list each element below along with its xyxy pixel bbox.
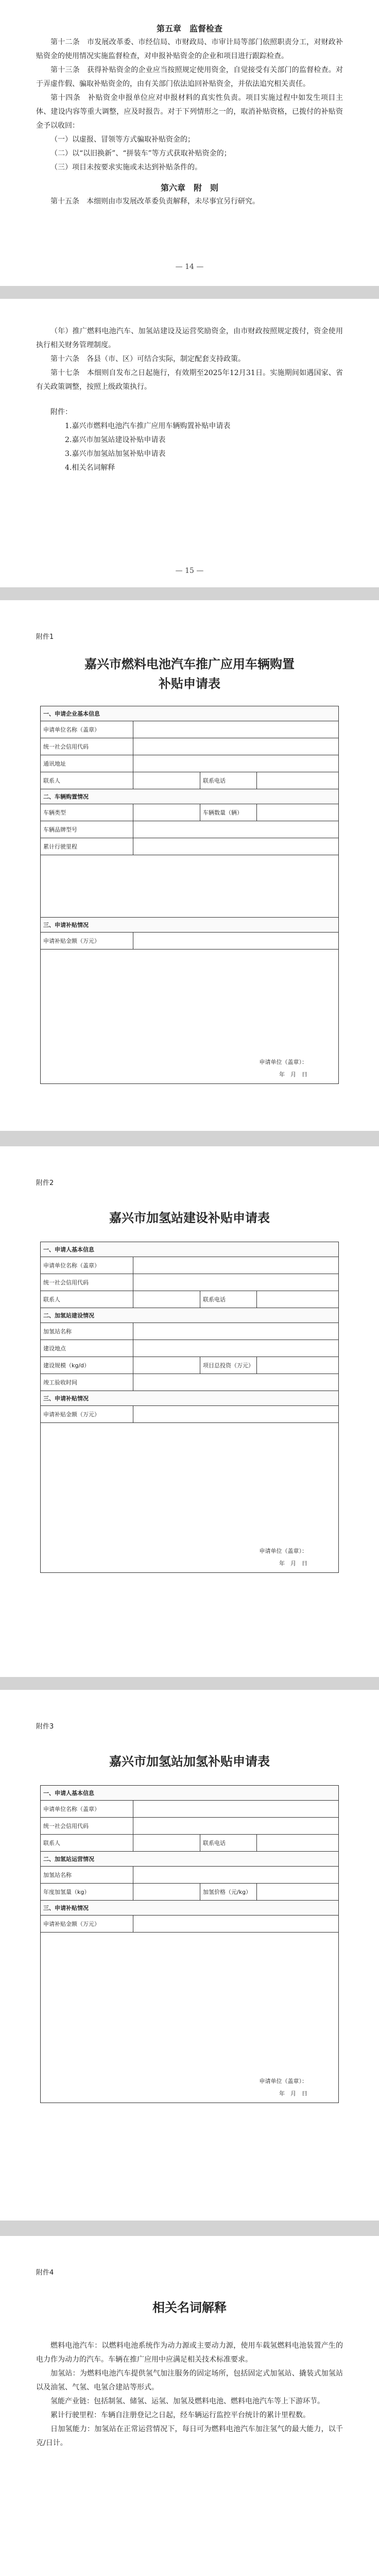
field-label: 通讯地址 — [41, 755, 133, 772]
field-label: 联系人 — [41, 1835, 133, 1851]
form-section: 二、加氢站运营情况 — [41, 1852, 338, 1866]
form-title: 嘉兴市燃料电池汽车推广应用车辆购置补贴申请表 — [84, 656, 295, 691]
field-value[interactable] — [133, 1357, 200, 1374]
field-label: 统一社会信用代码 — [41, 1274, 133, 1291]
date-label: 年 月 日 — [279, 2090, 307, 2097]
field-label: 车辆数量（辆） — [200, 804, 257, 821]
field-label: 建设地点 — [41, 1340, 133, 1357]
form-section: 一、申请企业基本信息 — [41, 706, 338, 721]
field-value[interactable] — [133, 804, 200, 821]
field-value[interactable] — [257, 772, 338, 789]
form-section: 二、加氢站建设情况 — [41, 1308, 338, 1323]
attachment-item: 4.相关名词解释 — [65, 464, 115, 472]
field-label: 累计行驶里程 — [41, 838, 133, 855]
field-label: 项目总投资（万元） — [200, 1357, 257, 1374]
field-value[interactable] — [133, 1801, 338, 1817]
seal-label: 申请单位（盖章）： — [259, 2078, 307, 2084]
document-page-4 — [0, 1146, 379, 1677]
field-value[interactable] — [133, 1340, 338, 1357]
form-section: 二、车辆购置情况 — [41, 789, 338, 804]
paragraph: 第十六条 各县（市、区）可结合实际，制定配套支持政策。 — [50, 355, 245, 363]
attachment-item: 2.嘉兴市加氢站建设补贴申请表 — [65, 436, 166, 444]
annex-label: 附件4 — [36, 2269, 54, 2277]
subsidy-form — [40, 706, 339, 1084]
page-number: — 14 — — [175, 263, 204, 271]
definition: 加氢站：为燃料电池汽车提供氢气加注服务的固定场所，包括固定式加氢站、撬装式加氢站以及油氢、气氢、电氢合建站等形式。 — [36, 2369, 343, 2392]
paragraph: （一）以虚报、冒领等方式骗取补贴资金的； — [50, 135, 195, 144]
attachment-item: 3.嘉兴市加氢站加氢补贴申请表 — [65, 450, 166, 458]
field-value[interactable] — [133, 1835, 200, 1851]
annex-title: 相关名词解释 — [152, 2300, 227, 2315]
definitions-body — [36, 2339, 343, 2450]
seal-label: 申请单位（盖章）： — [259, 1548, 307, 1554]
annex-label: 附件1 — [36, 633, 54, 641]
form-section: 三、申请补贴情况 — [41, 1391, 338, 1405]
field-value[interactable] — [133, 755, 338, 772]
field-label: 申请单位名称（盖章） — [41, 1801, 133, 1817]
annex-label: 附件2 — [36, 1179, 54, 1187]
form-title: 嘉兴市加氢站建设补贴申请表 — [109, 1210, 270, 1225]
attachments-label: 附件： — [50, 408, 72, 416]
paragraph: （二）以“以旧换新”、“拼装车”等方式获取补贴资金的； — [50, 149, 231, 158]
definition: 累计行驶里程：车辆自注册登记之日起，经车辆运行监控平台统计的累计里程数。 — [50, 2411, 310, 2419]
field-label: 统一社会信用代码 — [41, 738, 133, 755]
field-value[interactable] — [257, 1835, 338, 1851]
document-page-1 — [0, 0, 379, 286]
definition: 日加氢能力：加氢站在正常运营情况下，每日可为燃料电池汽车加注氢气的最大能力，以千克/日计。 — [36, 2425, 343, 2447]
form-title: 嘉兴市加氢站加氢补贴申请表 — [109, 1754, 270, 1769]
paragraph: 第十五条 本细则由市发展改革委负责解释，未尽事宜另行研究。 — [50, 197, 260, 206]
field-value[interactable] — [257, 1884, 338, 1900]
field-value[interactable] — [133, 1274, 338, 1291]
document-page-5 — [0, 1690, 379, 2221]
field-value[interactable] — [133, 1374, 338, 1391]
field-value[interactable] — [133, 1323, 338, 1340]
field-value[interactable] — [257, 1291, 338, 1308]
page2-body — [36, 325, 343, 475]
field-value[interactable] — [133, 772, 200, 789]
field-label: 年度加氢量（kg） — [41, 1884, 133, 1900]
paragraph: （三）项目未按要求实施或未达到补贴条件的。 — [50, 163, 202, 172]
document-page-3 — [0, 600, 379, 1131]
paragraph: 第十三条 获得补贴资金的企业应当按照规定使用资金，自觉接受有关部门的监督检查。对于弄虚作假、骗取补贴资金的，由有关部门依法追回补贴资金，并依法追究相关责任。 — [36, 66, 343, 88]
field-label: 加氢站名称 — [41, 1323, 133, 1340]
field-label: 申请补贴金额（万元） — [41, 1406, 133, 1422]
paragraph: 第十七条 本细则自发布之日起施行，有效期至2025年12月31日。实施期间如遇国家、省有关政策调整，按照上级政策执行。 — [36, 369, 343, 391]
field-value[interactable] — [257, 1357, 338, 1374]
definition: 燃料电池汽车：以燃料电池系统作为动力源或主要动力源，使用车载氢燃料电池装置产生的电力作为动力的汽车。车辆在推广应用中应满足相关技术标准要求。 — [36, 2342, 343, 2364]
date-label: 年 月 日 — [279, 1071, 307, 1078]
chapter-heading: 第五章 监督检查 — [156, 24, 222, 33]
field-value[interactable] — [257, 804, 338, 821]
date-label: 年 月 日 — [279, 1560, 307, 1567]
blank-area[interactable] — [41, 855, 338, 917]
field-label: 联系电话 — [200, 1835, 257, 1851]
field-label: 加氢价格（元/kg） — [200, 1884, 257, 1900]
field-value[interactable] — [133, 1257, 338, 1274]
signature-area — [41, 1423, 338, 1572]
paragraph: （年）推广燃料电池汽车、加氢站建设及运营奖励资金，由市财政按照规定拨付，资金使用执行相关财务管理制度。 — [36, 327, 343, 349]
form-section: 三、申请补贴情况 — [41, 918, 338, 932]
field-label: 竣工验收时间 — [41, 1374, 133, 1391]
field-value[interactable] — [133, 1291, 200, 1308]
page-number: — 15 — — [175, 567, 204, 575]
construction-subsidy-form — [40, 1242, 339, 1573]
field-value[interactable] — [133, 738, 338, 755]
refuel-subsidy-form — [40, 1785, 339, 2103]
field-value[interactable] — [133, 838, 338, 855]
field-value[interactable] — [133, 1406, 338, 1422]
field-label: 车辆类型 — [41, 804, 133, 821]
field-value[interactable] — [133, 1916, 338, 1932]
field-label: 加氢站名称 — [41, 1867, 133, 1883]
field-label: 车辆品牌型号 — [41, 821, 133, 838]
field-label: 联系电话 — [200, 772, 257, 789]
field-value[interactable] — [133, 933, 338, 949]
field-value[interactable] — [133, 721, 338, 738]
page1-body — [36, 22, 343, 209]
field-label: 建设规模（kg/d） — [41, 1357, 133, 1374]
field-label: 联系人 — [41, 772, 133, 789]
field-label: 申请补贴金额（万元） — [41, 1916, 133, 1932]
seal-label: 申请单位（盖章）： — [259, 1059, 307, 1065]
document-page-2 — [0, 299, 379, 587]
form-section: 一、申请人基本信息 — [41, 1786, 338, 1800]
document-page-6 — [0, 2236, 379, 2576]
paragraph: 第十二条 市发展改革委、市经信局、市财政局、市审计局等部门依照职责分工，对财政补贴资金的使用情况实施监督检查，对申报补贴资金的企业和项目进行跟踪检查。 — [36, 38, 343, 60]
field-label: 联系电话 — [200, 1291, 257, 1308]
form-section: 一、申请人基本信息 — [41, 1242, 338, 1257]
form-section: 三、申请补贴情况 — [41, 1901, 338, 1915]
chapter-heading: 第六章 附 则 — [160, 183, 218, 193]
field-label: 申请单位名称（盖章） — [41, 721, 133, 738]
field-label: 申请补贴金额（万元） — [41, 933, 133, 949]
field-label: 申请单位名称（盖章） — [41, 1257, 133, 1274]
field-value[interactable] — [133, 1884, 200, 1900]
definition: 氢能产业链：包括制氢、储氢、运氢、加氢及燃料电池、燃料电池汽车等上下游环节。 — [50, 2397, 324, 2405]
field-value[interactable] — [133, 1818, 338, 1834]
field-value[interactable] — [133, 821, 338, 838]
annex-label: 附件3 — [36, 1723, 54, 1731]
signature-area — [41, 1933, 338, 2103]
field-label: 统一社会信用代码 — [41, 1818, 133, 1834]
field-value[interactable] — [133, 1867, 338, 1883]
attachment-item: 1.嘉兴市燃料电池汽车推广应用车辆购置补贴申请表 — [65, 422, 231, 430]
signature-area — [41, 950, 338, 1083]
field-label: 联系人 — [41, 1291, 133, 1308]
paragraph: 第十四条 补贴资金申报单位应对申报材料的真实性负责。项目实施过程中如发生项目主体、建设内容等重大调整，应及时报告。对于下列情形之一的，取消补贴资格，已拨付的补贴资金予以收回： — [36, 94, 343, 130]
